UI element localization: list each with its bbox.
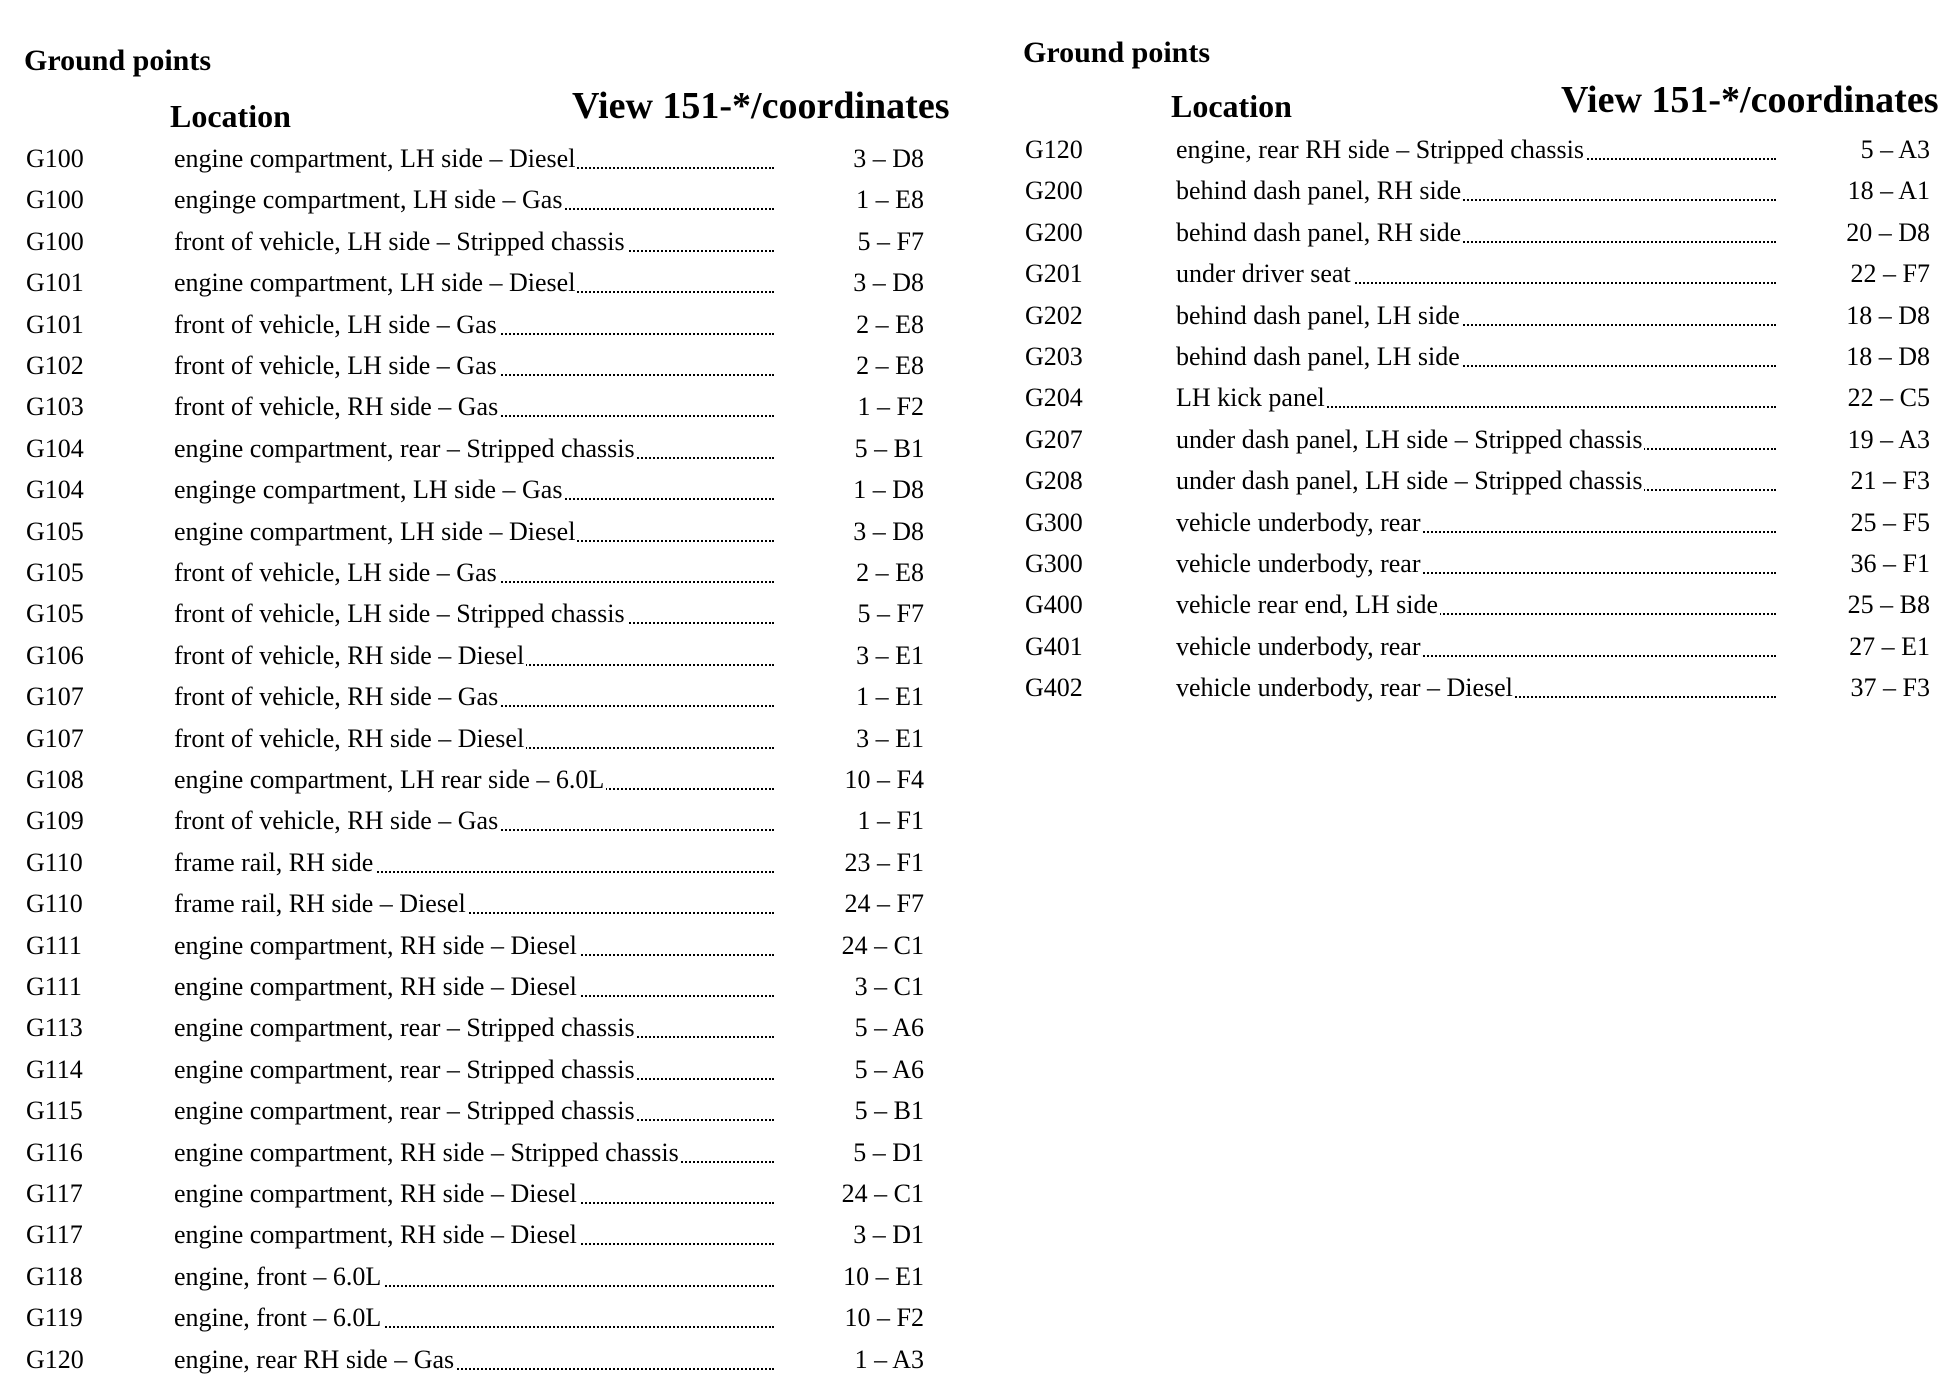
ground-point-location-text: behind dash panel, RH side [1176,176,1462,206]
ground-point-location-text: enginge compartment, LH side – Gas [174,475,563,505]
ground-point-coordinates: 25 – F5 [1850,507,1930,537]
ground-point-id: G200 [1025,217,1083,247]
ground-point-id: G105 [26,599,84,629]
ground-point-coordinates: 24 – C1 [841,1179,924,1208]
ground-point-coordinates: 1 – E8 [856,185,924,215]
ground-point-location-text: engine compartment, LH side – Diesel [174,516,576,546]
ground-point-row [0,1339,980,1380]
ground-point-id: G107 [26,682,84,712]
ground-point-coordinates: 5 – F7 [857,226,924,256]
ground-point-location-text: engine compartment, rear – Stripped chassis [174,1054,635,1084]
ground-point-row [0,1132,980,1173]
ground-point-row [1010,460,1960,501]
ground-point-id: G117 [26,1179,83,1208]
ground-point-coordinates: 5 – F7 [857,599,924,629]
ground-point-row [0,221,980,262]
ground-point-location-text: engine, rear RH side – Gas [174,1344,455,1374]
left-view-coordinates-header: View 151-*/coordinates [572,85,950,127]
ground-point-coordinates: 1 – F2 [857,392,924,422]
ground-point-location [1176,129,1776,170]
ground-point-row [0,925,980,966]
ground-point-id: G106 [26,640,84,670]
ground-point-row [0,469,980,510]
ground-point-id: G300 [1025,507,1083,537]
ground-point-location-text: behind dash panel, LH side [1176,300,1460,330]
ground-point-location-text: engine, front – 6.0L [174,1261,382,1291]
ground-point-coordinates: 2 – E8 [856,351,924,380]
ground-point-coordinates: 5 – A6 [854,1013,924,1043]
ground-point-coordinates: 19 – A3 [1847,424,1930,454]
ground-point-location [1176,584,1776,625]
ground-point-location [174,883,774,924]
ground-point-location-text: engine, front – 6.0L [174,1303,382,1333]
ground-point-location [174,304,774,345]
ground-point-location-text: engine compartment, LH side – Diesel [174,268,576,298]
ground-point-location-text: front of vehicle, RH side – Diesel [174,640,525,670]
ground-point-id: G109 [26,806,84,836]
ground-point-row [1010,502,1960,543]
ground-point-row [1010,129,1960,170]
ground-point-row [0,1049,980,1090]
ground-point-id: G100 [26,144,84,173]
ground-point-row [1010,253,1960,294]
ground-point-location [174,1297,774,1338]
ground-point-location [174,676,774,717]
ground-point-location-text: vehicle rear end, LH side [1176,590,1439,620]
ground-point-location [174,593,774,634]
ground-point-location-text: engine compartment, rear – Stripped chassis [174,433,635,463]
ground-point-id: G110 [26,889,83,919]
ground-point-location-text: frame rail, RH side [174,847,374,877]
ground-point-coordinates: 36 – F1 [1850,549,1930,578]
ground-point-location [174,1256,774,1297]
ground-point-id: G104 [26,475,84,505]
ground-point-coordinates: 5 – B1 [854,433,924,463]
ground-point-coordinates: 2 – E8 [856,309,924,339]
ground-point-location [1176,253,1776,294]
ground-point-row [0,1297,980,1338]
ground-point-coordinates: 5 – A3 [1860,135,1930,164]
ground-point-coordinates: 10 – F4 [844,765,924,794]
ground-point-row [1010,170,1960,211]
ground-point-coordinates: 10 – E1 [843,1261,924,1291]
ground-point-location [1176,377,1776,418]
ground-point-location-text: vehicle underbody, rear [1176,631,1421,661]
ground-point-location [1176,212,1776,253]
ground-point-coordinates: 3 – D8 [853,144,924,173]
right-ground-points-column [1010,0,1960,1392]
ground-point-row [1010,626,1960,667]
right-view-coordinates-header: View 151-*/coordinates [1561,79,1939,121]
ground-point-location-text: front of vehicle, RH side – Gas [174,806,499,836]
ground-point-coordinates: 1 – F1 [857,806,924,836]
ground-point-row [0,1007,980,1048]
ground-point-id: G120 [1025,135,1083,164]
ground-point-row [0,966,980,1007]
ground-point-coordinates: 24 – C1 [841,930,924,960]
ground-point-id: G402 [1025,673,1083,703]
ground-point-row [0,1173,980,1214]
ground-point-location-text: frame rail, RH side – Diesel [174,889,466,919]
ground-point-coordinates: 37 – F3 [1850,673,1930,703]
ground-point-location [174,386,774,427]
ground-point-location-text: vehicle underbody, rear [1176,507,1421,537]
ground-point-location [174,179,774,220]
ground-point-row [1010,336,1960,377]
ground-point-row [0,593,980,634]
ground-point-id: G114 [26,1054,83,1084]
ground-point-row [0,428,980,469]
ground-point-id: G107 [26,723,84,753]
ground-point-coordinates: 3 – D8 [853,516,924,546]
ground-point-row [0,635,980,676]
ground-point-location-text: under driver seat [1176,259,1351,289]
ground-point-location [174,800,774,841]
ground-point-coordinates: 20 – D8 [1846,217,1930,247]
ground-point-id: G115 [26,1096,83,1126]
ground-point-id: G201 [1025,259,1083,289]
ground-point-location [174,221,774,262]
ground-point-coordinates: 3 – D8 [853,268,924,298]
ground-point-location [174,1339,774,1380]
ground-point-row [0,759,980,800]
ground-point-id: G100 [26,226,84,256]
ground-point-location-text: engine compartment, LH side – Diesel [174,144,576,173]
ground-point-location [174,1132,774,1173]
ground-point-location [1176,170,1776,211]
ground-point-location [174,511,774,552]
ground-point-location-text: front of vehicle, LH side – Stripped chassis [174,226,625,256]
ground-point-location [174,925,774,966]
ground-point-row [0,262,980,303]
ground-point-location [1176,626,1776,667]
ground-point-location-text: front of vehicle, LH side – Gas [174,558,497,587]
ground-point-row [0,138,980,179]
ground-point-location [1176,543,1776,584]
ground-point-row [1010,667,1960,708]
ground-point-id: G207 [1025,424,1083,454]
ground-point-location-text: engine compartment, RH side – Diesel [174,972,577,1001]
ground-point-location-text: front of vehicle, LH side – Gas [174,351,497,380]
ground-point-location-text: front of vehicle, RH side – Gas [174,392,499,422]
ground-point-location-text: engine compartment, rear – Stripped chassis [174,1096,635,1126]
ground-point-id: G116 [26,1137,83,1167]
ground-point-location [174,1049,774,1090]
ground-point-id: G103 [26,392,84,422]
ground-point-id: G102 [26,351,84,380]
ground-point-coordinates: 1 – D8 [853,475,924,505]
ground-point-row [0,1256,980,1297]
ground-point-location-text: behind dash panel, LH side [1176,342,1460,371]
ground-point-id: G100 [26,185,84,215]
ground-point-location-text: vehicle underbody, rear – Diesel [1176,673,1513,703]
ground-point-id: G203 [1025,342,1083,371]
ground-point-location-text: front of vehicle, LH side – Stripped chassis [174,599,625,629]
ground-point-location [174,635,774,676]
ground-point-id: G120 [26,1344,84,1374]
ground-point-row [1010,543,1960,584]
ground-point-location [174,1007,774,1048]
ground-point-coordinates: 24 – F7 [844,889,924,919]
ground-point-location-text: engine compartment, rear – Stripped chassis [174,1013,635,1043]
ground-point-location [174,1090,774,1131]
ground-point-id: G101 [26,268,84,298]
ground-point-location-text: engine compartment, LH rear side – 6.0L [174,765,605,794]
ground-point-location [1176,336,1776,377]
ground-point-id: G208 [1025,466,1083,496]
ground-point-row [0,386,980,427]
ground-point-location-text: front of vehicle, LH side – Gas [174,309,497,339]
ground-point-location [1176,295,1776,336]
ground-point-location [174,262,774,303]
ground-point-id: G300 [1025,549,1083,578]
ground-point-id: G101 [26,309,84,339]
ground-point-location [174,842,774,883]
ground-point-location [174,138,774,179]
ground-point-id: G105 [26,558,84,587]
ground-point-row [0,345,980,386]
ground-point-id: G119 [26,1303,83,1333]
ground-point-row [0,304,980,345]
ground-point-row [0,842,980,883]
ground-point-coordinates: 10 – F2 [844,1303,924,1333]
ground-point-location [174,1214,774,1255]
ground-point-location-text: enginge compartment, LH side – Gas [174,185,563,215]
ground-point-location [1176,502,1776,543]
ground-point-coordinates: 23 – F1 [844,847,924,877]
ground-point-location [1176,460,1776,501]
ground-point-location [174,718,774,759]
ground-point-row [0,179,980,220]
ground-point-coordinates: 18 – A1 [1847,176,1930,206]
ground-point-coordinates: 5 – B1 [854,1096,924,1126]
ground-point-location [174,966,774,1007]
ground-point-location-text: behind dash panel, RH side [1176,217,1462,247]
ground-point-row [0,718,980,759]
ground-point-coordinates: 3 – E1 [856,640,924,670]
ground-point-id: G110 [26,847,83,877]
ground-point-location-text: engine compartment, RH side – Diesel [174,1220,577,1250]
ground-point-location [174,1173,774,1214]
ground-point-location-text: engine, rear RH side – Stripped chassis [1176,135,1584,164]
ground-point-location-text: vehicle underbody, rear [1176,549,1421,578]
ground-point-id: G400 [1025,590,1083,620]
ground-point-row [0,676,980,717]
ground-point-location [174,469,774,510]
ground-point-row [0,1090,980,1131]
ground-point-location-text: engine compartment, RH side – Diesel [174,930,577,960]
ground-point-location [174,759,774,800]
ground-point-coordinates: 21 – F3 [1850,466,1930,496]
ground-point-row [0,552,980,593]
ground-point-id: G111 [26,972,82,1001]
ground-point-row [0,800,980,841]
ground-point-row [1010,377,1960,418]
ground-point-row [1010,295,1960,336]
ground-point-id: G108 [26,765,84,794]
ground-point-coordinates: 1 – E1 [856,682,924,712]
ground-point-row [1010,419,1960,460]
ground-point-location-text: front of vehicle, RH side – Diesel [174,723,525,753]
ground-point-location [174,552,774,593]
ground-point-id: G200 [1025,176,1083,206]
ground-point-location [1176,419,1776,460]
ground-point-row [0,883,980,924]
right-location-header: Location [1171,88,1292,124]
ground-point-coordinates: 25 – B8 [1847,590,1930,620]
ground-point-location-text: LH kick panel [1176,383,1325,413]
ground-point-id: G202 [1025,300,1083,330]
ground-point-row [1010,584,1960,625]
ground-point-location-text: under dash panel, LH side – Stripped chassis [1176,466,1643,496]
ground-point-coordinates: 5 – D1 [853,1137,924,1167]
ground-point-coordinates: 3 – C1 [854,972,924,1001]
ground-point-id: G401 [1025,631,1083,661]
ground-point-coordinates: 3 – E1 [856,723,924,753]
ground-point-coordinates: 5 – A6 [854,1054,924,1084]
ground-point-id: G117 [26,1220,83,1250]
ground-point-coordinates: 18 – D8 [1846,342,1930,371]
ground-point-id: G118 [26,1261,83,1291]
ground-point-location [1176,667,1776,708]
ground-point-coordinates: 3 – D1 [853,1220,924,1250]
ground-point-location-text: front of vehicle, RH side – Gas [174,682,499,712]
ground-point-location [174,428,774,469]
ground-point-id: G204 [1025,383,1083,413]
right-heading: Ground points [1023,36,1211,69]
left-heading: Ground points [24,44,212,77]
ground-point-coordinates: 27 – E1 [1849,631,1930,661]
ground-point-location [174,345,774,386]
left-location-header: Location [170,98,291,134]
ground-point-coordinates: 2 – E8 [856,558,924,587]
ground-point-location-text: engine compartment, RH side – Stripped chassis [174,1137,679,1167]
ground-point-location-text: under dash panel, LH side – Stripped chassis [1176,424,1643,454]
ground-point-row [1010,212,1960,253]
ground-point-id: G113 [26,1013,83,1043]
ground-point-coordinates: 18 – D8 [1846,300,1930,330]
ground-point-row [0,1214,980,1255]
ground-point-coordinates: 22 – F7 [1850,259,1930,289]
ground-point-row [0,511,980,552]
ground-point-location-text: engine compartment, RH side – Diesel [174,1179,577,1208]
ground-point-coordinates: 1 – A3 [854,1344,924,1374]
ground-point-id: G111 [26,930,82,960]
ground-point-id: G104 [26,433,84,463]
ground-point-coordinates: 22 – C5 [1847,383,1930,413]
ground-point-id: G105 [26,516,84,546]
